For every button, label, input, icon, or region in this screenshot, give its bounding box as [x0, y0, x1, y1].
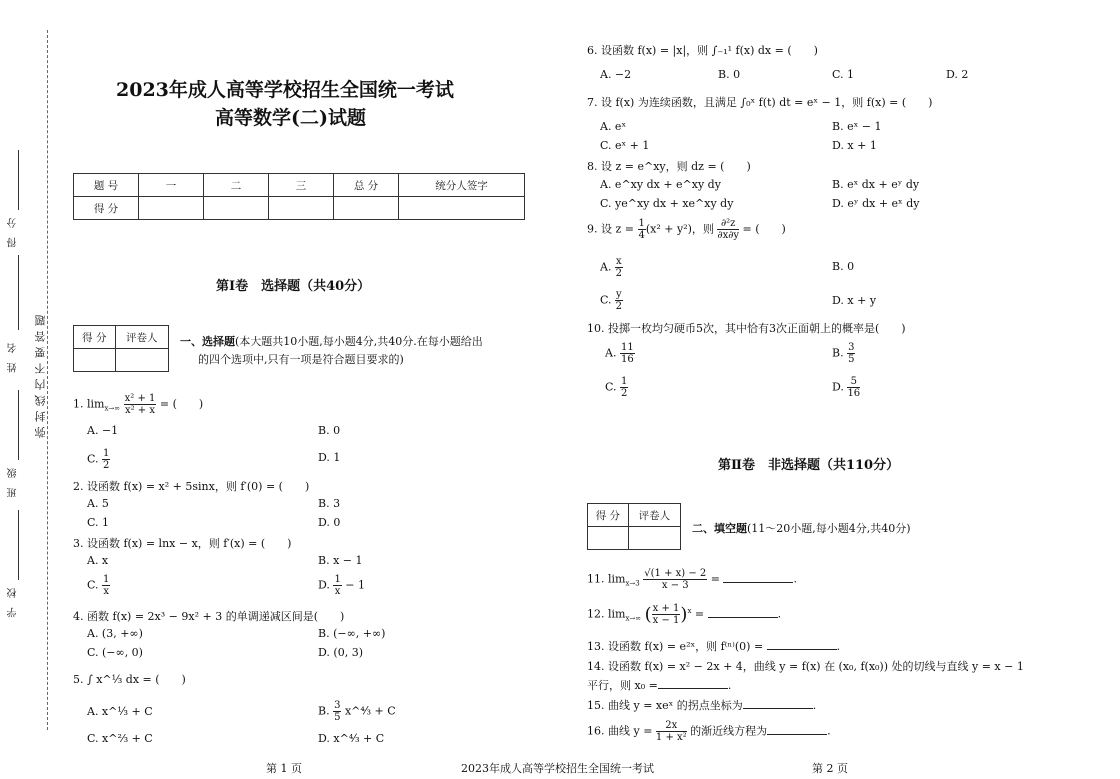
q5-option-a[interactable]: A. x^⅓ + C	[87, 705, 153, 718]
question-2: 2. 设函数 f(x) = x² + 5sinx，则 f′(0) = ( )	[73, 480, 310, 493]
q6-option-d[interactable]: D. 2	[946, 68, 969, 81]
part2-title: 第Ⅱ卷 非选择题（共110分）	[718, 458, 900, 473]
q7-option-c[interactable]: C. eˣ + 1	[600, 139, 650, 152]
margin-score-line	[18, 150, 19, 210]
exam-title: 2023年成人高等学校招生全国统一考试	[116, 79, 454, 101]
q2-option-b[interactable]: B. 3	[318, 497, 341, 510]
question-4: 4. 函数 f(x) = 2x³ − 9x² + 3 的单调递减区间是( )	[73, 610, 345, 623]
q15-stem: 15. 曲线 y = xeˣ 的拐点坐标为	[587, 699, 743, 712]
q6-option-c[interactable]: C. 1	[832, 68, 855, 81]
q11-answer-blank[interactable]	[723, 582, 793, 583]
q8-option-a[interactable]: A. e^xy dx + e^xy dy	[600, 178, 721, 191]
q1-option-a[interactable]: A. −1	[87, 424, 119, 437]
margin-name-label: 姓 名	[8, 340, 19, 373]
q3-option-d[interactable]: D. $\frac{1}{x}$ − 1	[318, 574, 366, 597]
score-input-cell[interactable]	[269, 197, 334, 220]
score-input-cell[interactable]	[204, 197, 269, 220]
margin-class-label: 班 级	[8, 465, 19, 498]
q5-option-b[interactable]: B. $\frac{3}{5}$ x^⁴⁄₃ + C	[318, 700, 396, 723]
q9-option-c[interactable]: C. $\frac{y}{2}$	[600, 289, 623, 312]
question-11: 11. $\lim_{x\to 3}$ $\frac{√(1 + x) - 2}{x - 3}$ = .	[587, 568, 797, 591]
score-input-cell[interactable]	[334, 197, 399, 220]
question-16: 16. 曲线 y = $\frac{2x}{\text{1 + x²}}$ 的渐近线方程为 .	[587, 720, 831, 743]
exam-subtitle: 高等数学(二)试题	[215, 107, 366, 129]
q6-option-b[interactable]: B. 0	[718, 68, 741, 81]
question-14-cont: 平行，则 x₀ = .	[587, 679, 732, 692]
q9-option-a-label: A.	[600, 260, 612, 274]
grader-box-2	[587, 503, 681, 550]
question-15: 15. 曲线 y = xeˣ 的拐点坐标为 .	[587, 699, 817, 712]
q16-answer-blank[interactable]	[767, 734, 827, 735]
section2-desc	[692, 520, 911, 536]
score-cell: 二	[204, 174, 269, 197]
question-14: 14. 设函数 f(x) = x² − 2x + 4，曲线 y = f(x) 在 (x₀, f(x₀)) 处的切线与直线 y = x − 1	[587, 660, 1024, 673]
grader-cell: 得 分	[74, 326, 116, 349]
q11-stem: 11. lim	[587, 572, 626, 586]
score-table-header-row	[74, 174, 525, 197]
q10-option-b-label: B.	[832, 346, 844, 360]
q12-answer-blank[interactable]	[708, 617, 778, 618]
q10-option-d[interactable]: D. $\frac{5}{16}$	[832, 376, 861, 399]
q9-option-a[interactable]: A. $\frac{x}{2}$	[600, 256, 622, 279]
score-cell: 题 号	[74, 174, 139, 197]
q10-option-d-label: D.	[832, 380, 844, 394]
q2-option-d[interactable]: D. 0	[318, 516, 341, 529]
q14-stem-cont: 平行，则 x₀ =	[587, 679, 658, 692]
q3-option-a[interactable]: A. x	[87, 554, 109, 567]
q15-answer-blank[interactable]	[743, 708, 813, 709]
question-9: 9. 设 z = $\frac{1}{4}$ (x² + y²)，则 $\frac{\text{∂²z}}{\partial x\partial y}$ = ( )	[587, 218, 786, 241]
q3-option-d-label: D.	[318, 578, 330, 592]
q1-option-c-label: C.	[87, 452, 99, 466]
score-cell: 得 分	[74, 197, 139, 220]
part1-title: 第Ⅰ卷 选择题（共40分）	[216, 279, 371, 294]
section1-desc-line2: 的四个选项中,只有一项是符合题目要求的)	[198, 353, 404, 366]
section1-desc: (本大题共10小题,每小题4分,共40分.在每小题给出	[235, 335, 483, 348]
q1-option-d[interactable]: D. 1	[318, 451, 341, 464]
q4-option-a[interactable]: A. (3, +∞)	[87, 627, 143, 640]
section1-desc-line1	[180, 333, 483, 349]
section1-heading: 一、选择题	[180, 335, 235, 348]
footer-page-left: 第 1 页	[266, 762, 302, 775]
score-cell: 一	[139, 174, 204, 197]
question-10: 10. 投掷一枚均匀硬币5次，其中恰有3次正面朝上的概率是( )	[587, 322, 906, 335]
q14-answer-blank[interactable]	[658, 688, 728, 689]
q10-option-a-label: A.	[605, 346, 617, 360]
q4-option-d[interactable]: D. (0, 3)	[318, 646, 363, 659]
q8-option-d[interactable]: D. eʸ dx + eˣ dy	[832, 197, 920, 210]
q2-option-a[interactable]: A. 5	[87, 497, 109, 510]
q3-option-b[interactable]: B. x − 1	[318, 554, 363, 567]
q9-option-b[interactable]: B. 0	[832, 260, 855, 273]
q1-option-b[interactable]: B. 0	[318, 424, 341, 437]
section2-desc-text: (11～20小题,每小题4分,共40分)	[747, 522, 911, 535]
seal-notice: 弥封线内不要答题	[34, 310, 47, 438]
grader-input-cell[interactable]	[588, 527, 629, 550]
q3-option-c[interactable]: C. $\frac{1}{x}$	[87, 574, 110, 597]
grader-input-cell[interactable]	[628, 527, 680, 550]
q7-option-d[interactable]: D. x + 1	[832, 139, 877, 152]
score-cell: 三	[269, 174, 334, 197]
score-table-score-row	[74, 197, 525, 220]
q5-option-b-label: B.	[318, 704, 330, 718]
q8-option-c[interactable]: C. ye^xy dx + xe^xy dy	[600, 197, 734, 210]
score-input-cell[interactable]	[399, 197, 525, 220]
question-5: 5. ∫ x^⅓ dx = ( )	[73, 673, 186, 686]
grader-input-cell[interactable]	[115, 349, 168, 372]
question-8: 8. 设 z = e^xy，则 dz = ( )	[587, 160, 751, 173]
score-table	[73, 173, 525, 220]
q3-option-c-label: C.	[87, 578, 99, 592]
score-input-cell[interactable]	[139, 197, 204, 220]
question-3: 3. 设函数 f(x) = lnx − x，则 f′(x) = ( )	[73, 537, 292, 550]
score-cell: 总 分	[334, 174, 399, 197]
grader-cell: 得 分	[588, 504, 629, 527]
q9-option-c-label: C.	[600, 293, 612, 307]
q4-option-b[interactable]: B. (−∞, +∞)	[318, 627, 386, 640]
q16-stem-end: 的渐近线方程为	[690, 724, 768, 738]
question-1: 1. $\lim_{x\to\infty}$ $\frac{\text{x² + 1}}{\text{x² + x}}$ = ( )	[73, 393, 204, 416]
margin-name-line	[18, 255, 19, 330]
q2-option-c[interactable]: C. 1	[87, 516, 110, 529]
grader-input-cell[interactable]	[74, 349, 116, 372]
question-6: 6. 设函数 f(x) = |x|，则 ∫₋₁¹ f(x) dx = ( )	[587, 44, 818, 57]
grader-box-1	[73, 325, 169, 372]
q10-option-b[interactable]: B. $\frac{3}{5}$	[832, 342, 855, 365]
footer-center: 2023年成人高等学校招生全国统一考试	[461, 762, 654, 775]
q7-option-a[interactable]: A. eˣ	[600, 120, 627, 133]
q6-option-a[interactable]: A. −2	[600, 68, 632, 81]
q5-option-d[interactable]: D. x^⁴⁄₃ + C	[318, 732, 385, 745]
margin-class-line	[18, 390, 19, 460]
section2-heading: 二、填空题	[692, 522, 747, 535]
q1-fraction: $\frac{\text{x² + 1}}{\text{x² + x}}$	[124, 393, 156, 416]
footer-page-right: 第 2 页	[812, 762, 848, 775]
q4-option-c[interactable]: C. (−∞, 0)	[87, 646, 143, 659]
q9-option-d[interactable]: D. x + y	[832, 294, 877, 307]
q13-answer-blank[interactable]	[767, 649, 837, 650]
q9-stem: 9. 设 z =	[587, 222, 634, 236]
q1-option-c[interactable]: C. $\frac{1}{2}$	[87, 448, 110, 471]
question-12: 12. $\lim_{x\to\infty}$ ( $\frac{x + 1}{x - 1}$ )$^x$ = .	[587, 603, 782, 626]
grader-cell: 评卷人	[115, 326, 168, 349]
q5-option-c[interactable]: C. x^⅔ + C	[87, 732, 153, 745]
margin-score-label: 得 分	[8, 215, 19, 248]
q10-option-c[interactable]: C. $\frac{1}{2}$	[605, 376, 628, 399]
question-7: 7. 设 f(x) 为连续函数，且满足 ∫₀ˣ f(t) dt = eˣ − 1，则 f(x) = ( )	[587, 96, 933, 109]
q10-option-c-label: C.	[605, 380, 617, 394]
q13-stem: 13. 设函数 f(x) = e²ˣ，则 f⁽ⁿ⁾(0) =	[587, 640, 764, 653]
q8-option-b[interactable]: B. eˣ dx + eʸ dy	[832, 178, 920, 191]
q16-stem: 16. 曲线 y =	[587, 724, 653, 738]
question-13: 13. 设函数 f(x) = e²ˣ，则 f⁽ⁿ⁾(0) = .	[587, 640, 841, 653]
margin-school-line	[18, 510, 19, 580]
q12-stem: 12. lim	[587, 607, 626, 621]
q10-option-a[interactable]: A. $\frac{11}{16}$	[605, 342, 634, 365]
grader-cell: 评卷人	[628, 504, 680, 527]
margin-school-label: 学 校	[8, 585, 19, 618]
q7-option-b[interactable]: B. eˣ − 1	[832, 120, 882, 133]
q1-stem: 1. lim	[73, 397, 105, 411]
score-cell: 统分人签字	[399, 174, 525, 197]
q1-end: = ( )	[159, 397, 204, 411]
